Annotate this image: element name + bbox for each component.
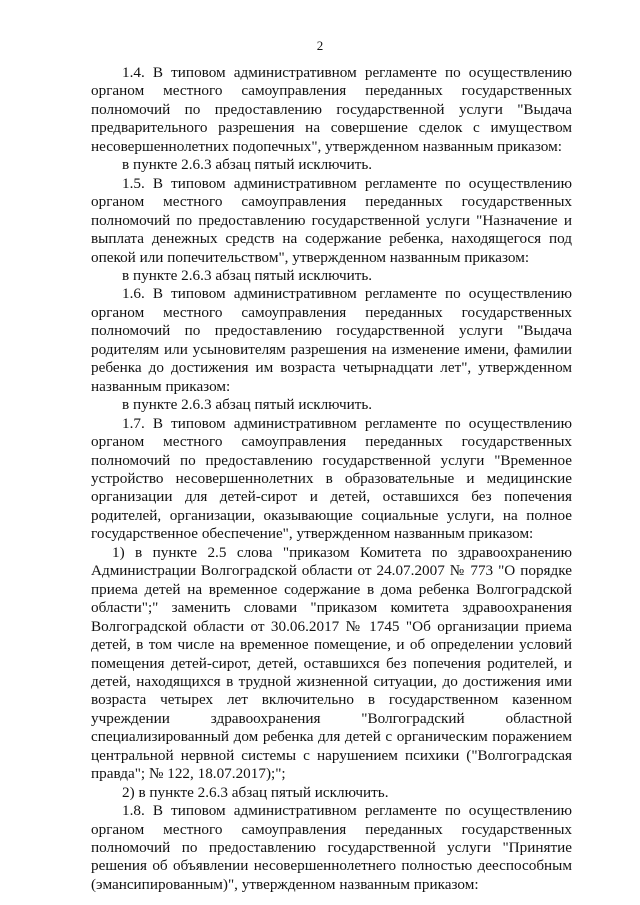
paragraph-1-6-instruction: в пункте 2.6.3 абзац пятый исключить. (122, 396, 373, 414)
paragraph-1-4-instruction: в пункте 2.6.3 абзац пятый исключить. (122, 156, 373, 174)
page-number: 2 (316, 38, 324, 53)
paragraph-1-4: 1.4. В типовом административном регламенте по осуществлению органом местного самоуправления переданных государственных полномочий по предоставлению государственной услуги "Выдача предварительного разрешения на совершение сделок с имуществом несовершеннолетних подопечных", утвержденном названным приказом: (91, 64, 572, 155)
paragraph-1-7-item-2: 2) в пункте 2.6.3 абзац пятый исключить. (122, 783, 389, 801)
paragraph-1-7: 1.7. В типовом административном регламенте по осуществлению органом местного самоуправления переданных государственных полномочий по предоставлению государственной услуги "Временное устройство несовершеннолетних в образовательные и медицинские организации для детей-сирот и детей, оставшихся без попечения родителей, организации, оказывающие социальные услуги, на полное государственное обеспечение", утвержденном названным приказом: (91, 414, 572, 543)
document-body (91, 64, 572, 894)
paragraph-1-5-instruction: в пункте 2.6.3 абзац пятый исключить. (122, 266, 373, 284)
paragraph-1-6: 1.6. В типовом административном регламенте по осуществлению органом местного самоуправления переданных государственных полномочий по предоставлению государственной услуги "Выдача родителям или усыновителям разрешения на изменение имени, фамилии ребенка до достижения им возраста четырнадцати лет", утвержденном названным приказом: (91, 285, 572, 395)
paragraph-1-5: 1.5. В типовом административном регламенте по осуществлению органом местного самоуправления переданных государственных полномочий по предоставлению государственной услуги "Назначение и выплата денежных средств на содержание ребенка, находящегося под опекой или попечительством", утвержденном названным приказом: (91, 174, 572, 266)
paragraph-1-8: 1.8. В типовом административном регламенте по осуществлению органом местного самоуправления переданных государственных полномочий по предоставлению государственной услуги "Принятие решения об объявлении несовершеннолетнего полностью дееспособным (эмансипированным)", утвержденном названным приказом: (91, 802, 572, 893)
paragraph-1-7-item-1: 1) в пункте 2.5 слова "приказом Комитета по здравоохранению Администрации Волгоградской области от 24.07.2007 № 773 "О порядке приема детей на временное содержание в дома ребенка Волгоградской области";" заменить словами "приказом комитета здравоохранения Волгоградской области от 30.06.2017 № 1745 "Об организации приема детей, в том числе на временное помещение, и об определении условий помещения детей-сирот, детей, оставшихся без попечения родителей, и детей, находящихся в трудной жизненной ситуации, до достижения ими возраста четырех лет включительно в государственном казенном учреждении здравоохранения "Волгоградский областной специализированный дом ребенка для детей с органическим поражением центральной нервной системы с нарушением психики ("Волгоградская правда"; № 122, 18.07.2017);"; (91, 543, 572, 783)
